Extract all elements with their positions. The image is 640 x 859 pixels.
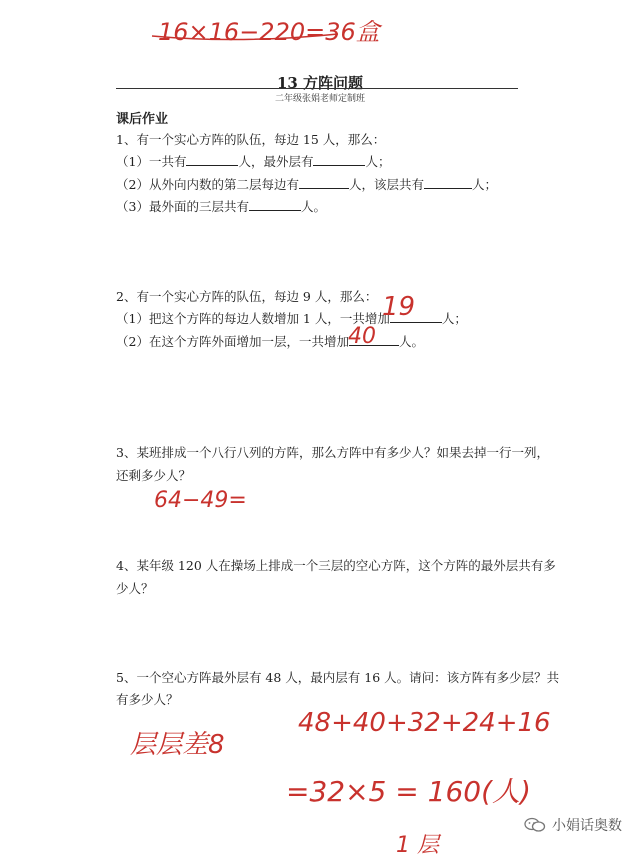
q2-part1-b: 人； (441, 311, 467, 326)
handwritten-q5-sum: 48+40+32+24+16 (298, 708, 551, 738)
wechat-icon (524, 817, 546, 833)
q2-part2-a: （2）在这个方阵外面增加一层，一共增加 (116, 334, 349, 349)
handwritten-q5-result: =32×5 = 160(人) (286, 775, 531, 808)
watermark (524, 815, 622, 835)
handwritten-answer-40: 40 (348, 324, 376, 349)
q1-stem: 1、有一个实心方阵的队伍，每边 15 人，那么： (116, 132, 386, 147)
q1-part1-a: （1）一共有 (116, 154, 187, 169)
handwritten-top-calculation: 16×16−220=36盒 (158, 18, 380, 46)
q1-part3-a: （3）最外面的三层共有 (116, 199, 249, 214)
q1-part2-b: 人，该层共有 (348, 177, 424, 192)
q2-part1-a: （1）把这个方阵的每边人数增加 1 人，一共增加 (116, 311, 390, 326)
q5-stem-line2: 有多少人？ (116, 692, 179, 707)
q1-part2-a: （2）从外向内数的第二层每边有 (116, 177, 299, 192)
watermark-text: 小娟话奥数 (552, 818, 622, 834)
page-title: 13 方阵问题 (276, 74, 364, 92)
q4-stem-line2: 少人？ (116, 581, 154, 596)
q4-stem-line1: 4、某年级 120 人在操场上排成一个三层的空心方阵，这个方阵的最外层共有多 (116, 558, 556, 573)
handwritten-answer-19: 19 (382, 292, 416, 322)
underline-stroke (152, 34, 338, 40)
handwritten-q3-work: 64−49= (154, 488, 247, 513)
page-subtitle: 二年级张娟老师定制班 (274, 94, 365, 104)
handwritten-q5-note: 层层差8 (130, 730, 225, 760)
handwritten-bottom-fragment: 1 层 (396, 833, 439, 858)
q2-part2-b: 人。 (398, 334, 424, 349)
q1-part1-b: 人，最外层有 (238, 154, 314, 169)
section-label: 课后作业 (116, 112, 169, 127)
q5-stem-line1: 5、一个空心方阵最外层有 48 人，最内层有 16 人。请问：该方阵有多少层？共 (116, 670, 560, 685)
q3-stem-line1: 3、某班排成一个八行八列的方阵，那么方阵中有多少人？如果去掉一行一列， (116, 445, 549, 460)
q1-part2-c: 人； (471, 177, 497, 192)
q1-part1-c: 人； (365, 154, 391, 169)
q1-part3-b: 人。 (300, 199, 326, 214)
q2-stem: 2、有一个实心方阵的队伍，每边 9 人，那么： (116, 289, 378, 304)
q3-stem-line2: 还剩多少人？ (116, 468, 192, 483)
